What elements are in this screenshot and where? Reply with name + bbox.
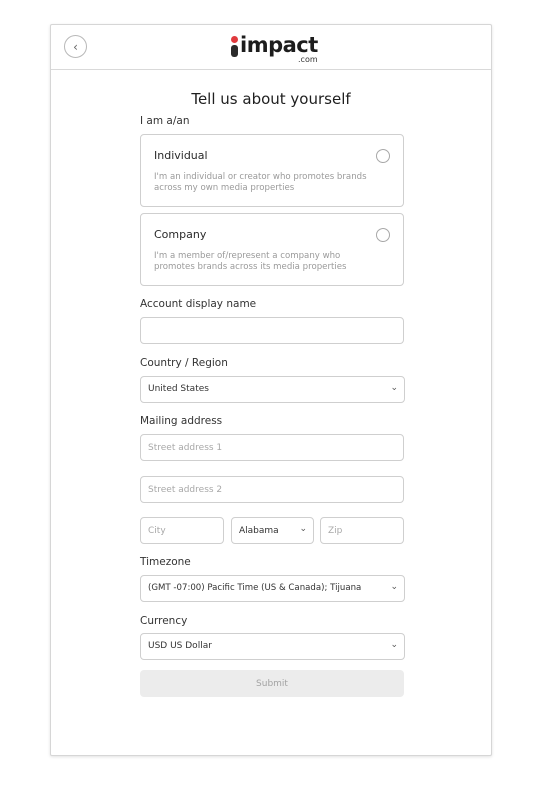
currency-value: USD US Dollar [148,641,212,651]
radio-individual[interactable] [376,149,390,163]
header-bar [51,25,491,70]
street-address-2-input[interactable] [141,478,403,503]
display-name-field[interactable] [140,317,404,344]
page-title: Tell us about yourself [191,90,351,108]
chevron-down-icon: ⌄ [390,640,398,650]
logo-suffix: .com [298,55,318,64]
street-address-1-field[interactable] [140,434,404,461]
timezone-label: Timezone [140,556,191,568]
mailing-address-label: Mailing address [140,415,223,427]
account-type-label: I am a/an [140,115,190,127]
radio-company[interactable] [376,228,390,242]
chevron-down-icon: ⌄ [390,582,398,592]
option-company[interactable] [140,213,404,286]
city-field[interactable] [140,517,224,544]
chevron-down-icon: ⌄ [390,383,398,393]
currency-label: Currency [140,615,188,627]
option-individual[interactable] [140,134,404,207]
country-value: United States [148,384,209,394]
street-address-1-input[interactable] [141,436,403,461]
form-card [50,24,492,756]
display-name-input[interactable] [141,319,403,344]
city-input[interactable] [141,519,223,544]
zip-field[interactable] [320,517,404,544]
street-address-2-field[interactable] [140,476,404,503]
country-select[interactable] [140,376,405,403]
submit-button[interactable]: Submit [140,670,404,697]
option-description: I'm a member of/represent a company who promotes brands across its media properties [154,251,347,272]
display-name-label: Account display name [140,298,257,310]
timezone-value: (GMT -07:00) Pacific Time (US & Canada); Tijuana [148,583,362,593]
chevron-left-icon: ‹ [73,39,78,54]
logo-mark [230,36,238,56]
zip-input[interactable] [321,519,403,544]
country-label: Country / Region [140,357,228,369]
logo-text: impact [240,33,318,57]
option-title: Company [154,228,207,241]
state-value: Alabama [239,526,279,536]
timezone-select[interactable] [140,575,405,602]
option-description: I'm an individual or creator who promotes brands across my own media properties [154,172,367,193]
chevron-down-icon: ⌄ [299,524,307,534]
option-title: Individual [154,149,208,162]
state-select[interactable] [231,517,314,544]
back-button[interactable] [64,35,87,58]
currency-select[interactable] [140,633,405,660]
